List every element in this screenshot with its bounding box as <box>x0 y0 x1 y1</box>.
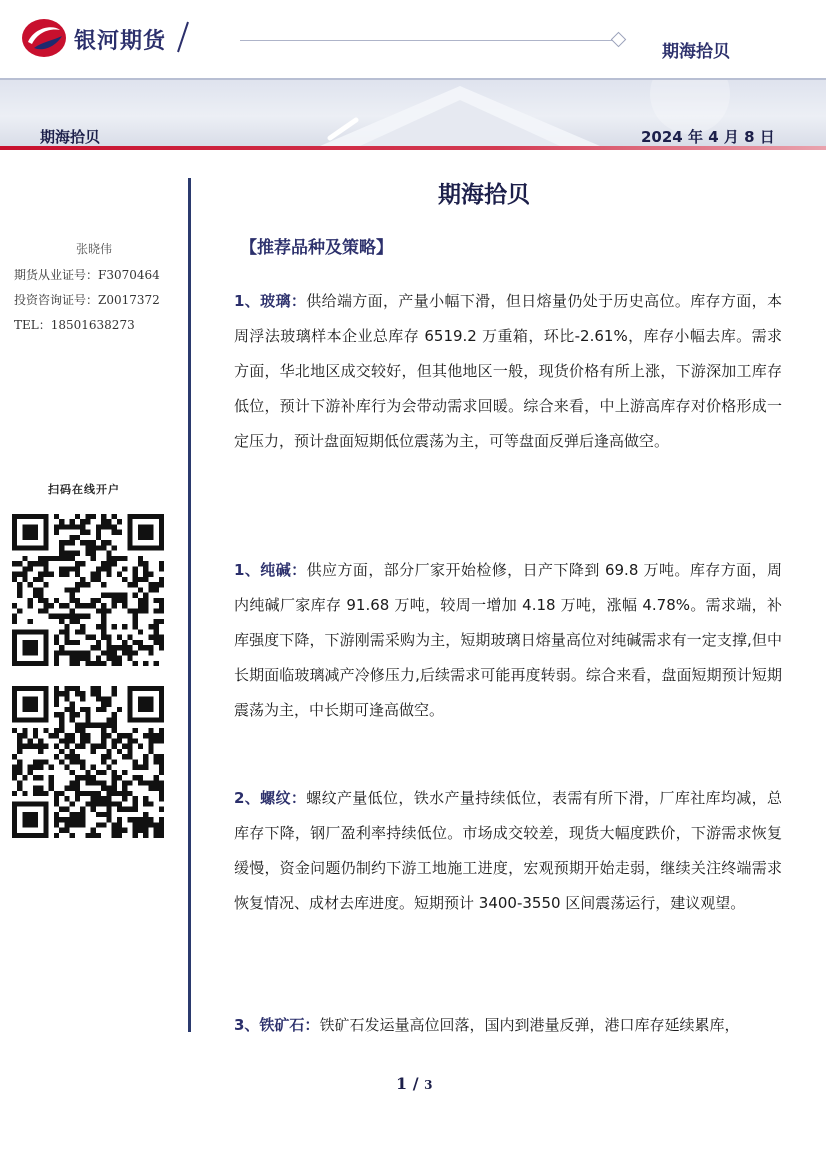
item-body: 铁矿石发运量高位回落，国内到港量反弹，港口库存延续累库， <box>319 1016 740 1034</box>
header-decorative-line <box>240 40 620 41</box>
analyst-name: 张晓伟 <box>75 242 112 256</box>
strategy-item-iron-ore <box>234 1008 782 1043</box>
analyst-phone: TEL：18501638273 <box>14 318 135 332</box>
page-header <box>0 0 826 152</box>
brand-slash-divider <box>176 20 190 54</box>
analyst-advisory-license: 投资咨询证号：Z0017372 <box>14 293 160 307</box>
band-report-title: 期海拾贝 <box>40 128 101 146</box>
qr-code-icon[interactable] <box>12 514 164 666</box>
strategy-item-soda-ash <box>234 553 782 728</box>
item-body: 供应方面，部分厂家开始检修，日产下降到 69.8 万吨。库存方面，周内纯碱厂家库存 91.68 万吨，较周一增加 4.18 万吨，涨幅 4.78%。需求端，补库强度下降，下游刚需采购为主，短期玻璃日熔量高位对纯碱需求有一定支撑,但中长期面临玻璃减产冷修压力,后续需求可能再度转弱。综合来看，盘面短期预计短期震荡为主，中长期可逢高做空。 <box>234 561 782 719</box>
item-lead: 3、铁矿石： <box>234 1016 320 1034</box>
item-body: 供给端方面，产量小幅下滑，但日熔量仍处于历史高位。库存方面，本周浮法玻璃样本企业总库存 6519.2 万重箱，环比-2.61%，库存小幅去库。需求方面，华北地区成交较好，但其他地区一般，现货价格有所上涨，下游深加工库存低位，预计下游补库行为会带动需求回暖。综合来看，中上游高库存对价格形成一定压力，预计盘面短期低位震荡为主，可等盘面反弹后逢高做空。 <box>234 292 782 450</box>
item-lead: 1、玻璃： <box>234 292 307 310</box>
item-lead: 2、螺纹： <box>234 789 307 807</box>
qr-code-icon[interactable] <box>12 686 164 838</box>
section-heading: 【推荐品种及策略】 <box>240 238 393 258</box>
analyst-license: 期货从业证号：F3070464 <box>14 268 160 282</box>
report-date: 2024 年 4 月 8 日 <box>641 128 775 146</box>
strategy-item-glass <box>234 284 782 459</box>
page-current: 1 <box>396 1074 408 1093</box>
page-separator: / <box>412 1074 419 1093</box>
header-report-title: 期海拾贝 <box>662 42 730 62</box>
qr-title: 扫码在线开户 <box>48 483 120 496</box>
vertical-divider <box>188 178 191 1032</box>
item-body: 螺纹产量低位，铁水产量持续低位，表需有所下滑，厂库社库均减，总库存下降，钢厂盈利率持续低位。市场成交较差，现货大幅度跌价，下游需求恢复缓慢，资金问题仍制约下游工地施工进度，宏观预期开始走弱，继续关注终端需求恢复情况、成材去库进度。短期预计 3400-3550 区间震荡运行，建议观望。 <box>234 789 782 912</box>
strategy-item-rebar <box>234 781 782 921</box>
analyst-info <box>0 240 180 341</box>
page-total: 3 <box>424 1078 433 1092</box>
document-title: 期海拾贝 <box>438 182 530 208</box>
page-number <box>396 1074 433 1093</box>
item-lead: 1、纯碱： <box>234 561 307 579</box>
brand-name: 银河期货 <box>74 29 167 54</box>
galaxy-futures-logo-icon <box>20 16 68 60</box>
